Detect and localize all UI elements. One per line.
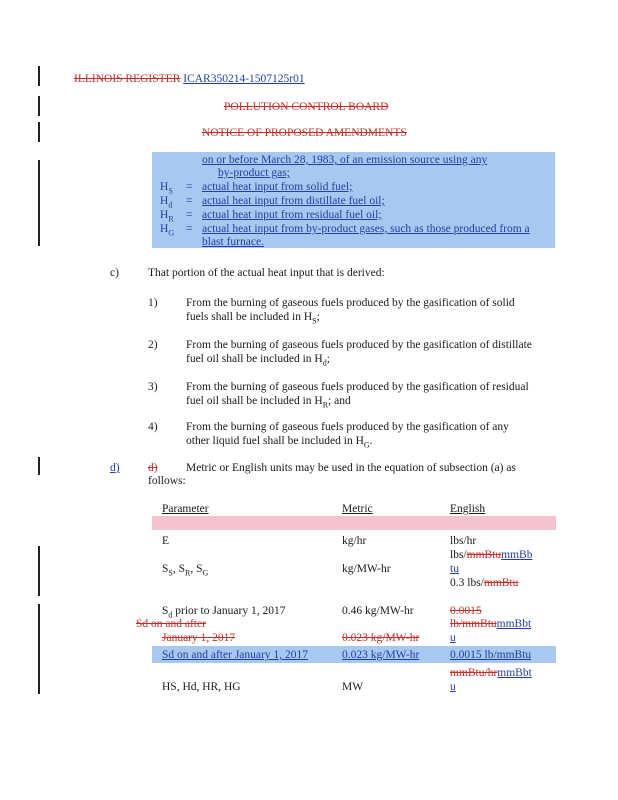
change-bar — [38, 457, 40, 475]
list-item-text: From the burning of gaseous fuels produced by the gasification of solid fuels shall be included in $H_S$; — [186, 297, 515, 326]
table-cell: u — [450, 632, 456, 644]
section-d-label-old: d) — [148, 462, 158, 474]
list-item-num: 2) — [148, 339, 158, 351]
section-d-label-new: d) — [110, 462, 120, 474]
table-cell: $S_d$ prior to January 1, 2017 — [162, 605, 286, 620]
def-symbol-hs: $H_S$ — [160, 181, 173, 196]
def-eq: = — [186, 209, 193, 221]
table-cell: u — [450, 681, 456, 693]
def-eq: = — [186, 195, 193, 207]
register-header — [74, 72, 305, 86]
register-id: ICAR350214-1507125r01 — [183, 73, 305, 85]
table-header-metric: Metric — [342, 503, 373, 515]
table-cell: 0.0015 — [450, 605, 482, 617]
table-cell: HS, Hd, HR, HG — [162, 681, 241, 693]
list-item-text: From the burning of gaseous fuels produced by the gasification of distillate fuel oil shall be included in $H_d$; — [186, 339, 532, 368]
table-cell: lb/mmBtummBbt — [450, 618, 532, 630]
change-bar — [38, 96, 40, 116]
change-bar — [38, 604, 40, 694]
change-bar — [38, 546, 40, 596]
def-symbol-hd: $H_d$ — [160, 195, 173, 210]
section-d-text: Metric or English units may be used in the equation of subsection (a) as — [186, 462, 516, 474]
change-bar — [38, 122, 40, 142]
table-cell: 0.023 kg/MW-hr — [342, 632, 420, 644]
def-symbol-hr: $H_R$ — [160, 209, 174, 224]
table-cell: mmBtu/hrmmBbt — [450, 667, 532, 679]
table-cell: Sd on and after January 1, 2017 — [162, 649, 308, 661]
table-cell: kg/MW-hr — [342, 563, 391, 575]
list-item-num: 4) — [148, 421, 158, 433]
table-cell: $S_S$, $S_R$, $S_G$ — [162, 563, 209, 578]
definition-line2: by-product gas; — [218, 167, 290, 179]
list-item-num: 3) — [148, 381, 158, 393]
register-struck: ILLINOIS REGISTER — [74, 73, 181, 85]
list-item-text: From the burning of gaseous fuels produced by the gasification of residual fuel oil shall be included in $H_R$; and — [186, 381, 529, 410]
section-c-intro: That portion of the actual heat input that is derived: — [148, 267, 385, 279]
list-item-text: From the burning of gaseous fuels produced by the gasification of any other liquid fuel shall be included in $H_G$. — [186, 421, 509, 450]
table-cell: Sd on and after — [136, 618, 206, 630]
table-cell: lbs/hr — [450, 535, 477, 547]
table-cell: 0.0015 lb/mmBtu — [450, 649, 532, 661]
board-title: POLLUTION CONTROL BOARD — [224, 101, 389, 113]
table-cell: January 1, 2017 — [162, 632, 236, 644]
section-d-text-cont: follows: — [148, 475, 186, 487]
definition-line1: on or before March 28, 1983, of an emission source using any — [202, 154, 488, 166]
def-text-hg-cont: blast furnace. — [202, 236, 264, 248]
table-cell: MW — [342, 681, 364, 693]
def-text-hg: actual heat input from by-product gases, such as those produced from a — [202, 223, 530, 235]
notice-title: NOTICE OF PROPOSED AMENDMENTS — [202, 127, 407, 139]
table-inserted-row-highlight — [152, 516, 556, 530]
change-bar — [38, 66, 40, 86]
section-c-label: c) — [110, 267, 119, 279]
table-header-parameter: Parameter — [162, 503, 209, 515]
def-text-hr: actual heat input from residual fuel oil; — [202, 209, 382, 221]
table-cell: kg/hr — [342, 535, 367, 547]
table-cell: 0.023 kg/MW-hr — [342, 649, 420, 661]
table-header-english: English — [450, 503, 486, 515]
def-text-hs: actual heat input from solid fuel; — [202, 181, 353, 193]
def-eq: = — [186, 223, 193, 235]
def-eq: = — [186, 181, 193, 193]
table-cell: lbs/mmBtummBb tu 0.3 lbs/mmBtu — [450, 549, 533, 589]
change-bar — [38, 160, 40, 246]
list-item-num: 1) — [148, 297, 158, 309]
table-cell: 0.46 kg/MW-hr — [342, 605, 414, 617]
def-text-hd: actual heat input from distillate fuel oil; — [202, 195, 385, 207]
table-cell: E — [162, 535, 170, 547]
def-symbol-hg: $H_G$ — [160, 223, 175, 238]
